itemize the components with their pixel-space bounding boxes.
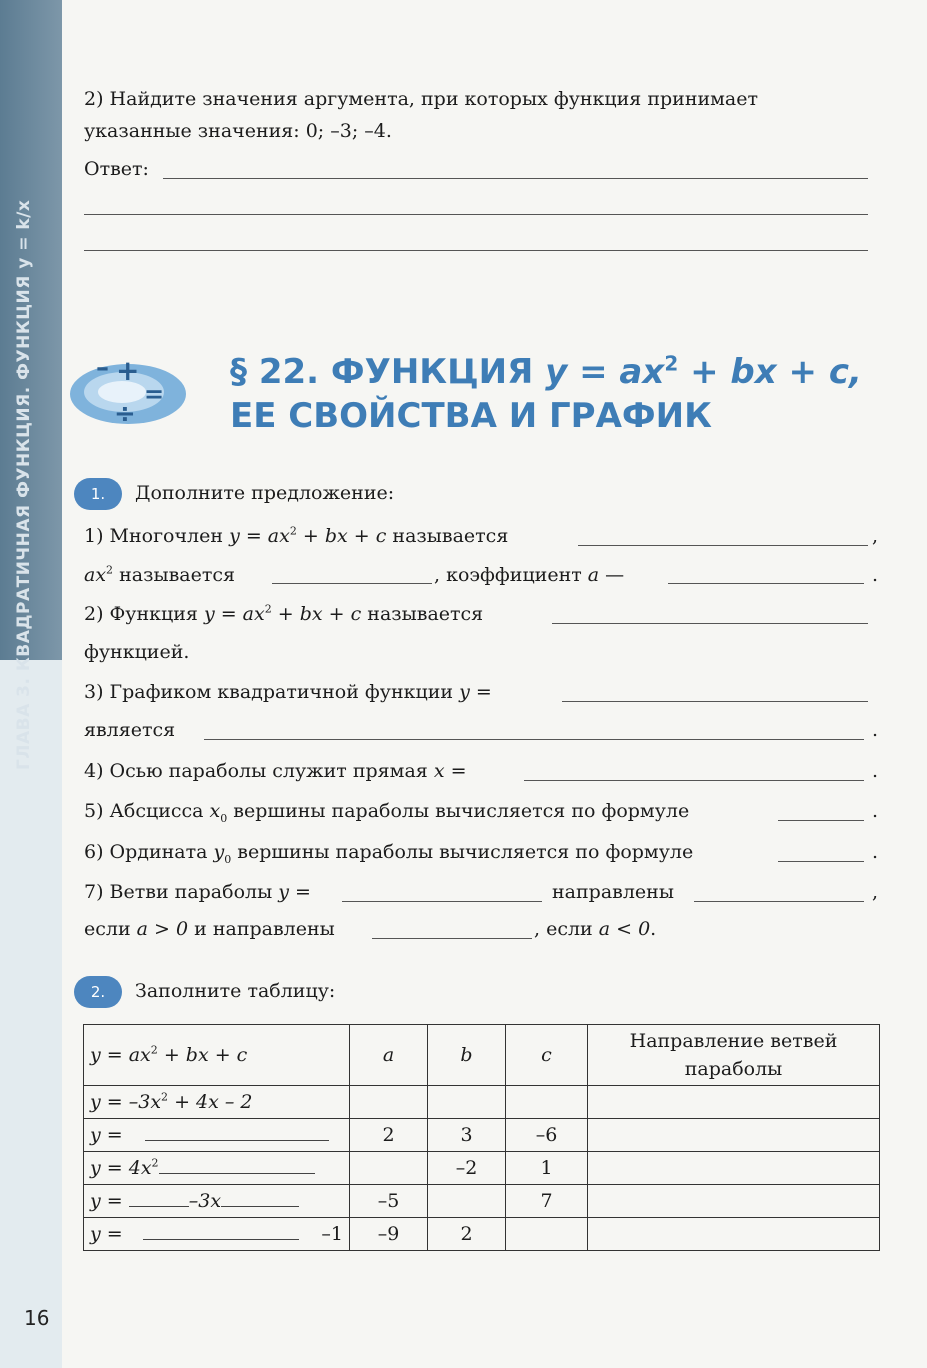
parabola-table xyxy=(83,1024,880,1251)
cell-a[interactable]: –5 xyxy=(350,1185,428,1218)
cell-c[interactable]: –6 xyxy=(506,1119,588,1152)
cell-a[interactable]: 2 xyxy=(350,1119,428,1152)
cell-c[interactable] xyxy=(506,1218,588,1251)
blank-4[interactable] xyxy=(524,780,864,781)
svg-text:÷: ÷ xyxy=(114,399,136,429)
cell-b[interactable] xyxy=(428,1185,506,1218)
task-text-line-1: 2) Найдите значения аргумента, при которых функция принимает xyxy=(84,88,759,110)
item-6-text: 6) Ордината $y_0$ вершины параболы вычисляется по формуле xyxy=(84,841,694,866)
header-a: a xyxy=(350,1025,428,1086)
header-b: b xyxy=(428,1025,506,1086)
dot: . xyxy=(872,564,879,586)
blank-6[interactable] xyxy=(778,861,864,862)
svg-text:=: = xyxy=(144,380,165,408)
blank-3a[interactable] xyxy=(562,701,868,702)
cell-c[interactable] xyxy=(506,1086,588,1119)
item-3-text-2: является xyxy=(84,719,176,741)
table-row xyxy=(84,1185,880,1218)
svg-text:+: + xyxy=(116,354,140,387)
header-direction: Направление ветвей параболы xyxy=(588,1025,880,1086)
item-5-text: 5) Абсцисса $x_0$ вершины параболы вычисляется по формуле xyxy=(84,800,690,825)
blank-7b[interactable] xyxy=(694,901,864,902)
chapter-title: ГЛАВА 3. КВАДРАТИЧНАЯ ФУНКЦИЯ. ФУНКЦИЯ y = k/x xyxy=(14,199,34,770)
table-row xyxy=(84,1218,880,1251)
row-formula[interactable]: y = –3x xyxy=(84,1185,350,1218)
page-number: 16 xyxy=(24,1306,50,1330)
cell-a[interactable]: –9 xyxy=(350,1218,428,1251)
header-formula: $y = ax^2$ + bx + c xyxy=(84,1025,350,1086)
blank-7c[interactable] xyxy=(372,938,532,939)
item-1-text-2: $ax^2$ называется xyxy=(84,563,235,586)
table-row xyxy=(84,1119,880,1152)
item-2-text-2: функцией. xyxy=(84,641,190,663)
comma: , xyxy=(872,525,879,547)
blank-1c[interactable] xyxy=(668,583,864,584)
answer-line-1[interactable] xyxy=(163,178,868,179)
cell-direction[interactable] xyxy=(588,1086,880,1119)
dot: . xyxy=(872,841,879,863)
answer-label: Ответ: xyxy=(84,158,149,180)
item-3-text: 3) Графиком квадратичной функции y = xyxy=(84,681,492,703)
item-7-text-3: если a > 0 и направлены xyxy=(84,918,335,940)
item-7-text-2: направлены xyxy=(552,881,674,903)
math-operations-logo-icon xyxy=(66,350,190,432)
cell-c[interactable]: 7 xyxy=(506,1185,588,1218)
task-2-badge: 2. xyxy=(74,976,122,1008)
item-1-text: 1) Многочлен $y = ax^2$ + bx + c называется xyxy=(84,524,509,547)
section-heading: § 22. ФУНКЦИЯ $y = ax^2$ + bx + c, ЕЕ СВОЙСТВА И ГРАФИК xyxy=(230,351,862,436)
header-c: c xyxy=(506,1025,588,1086)
task-text-line-2: указанные значения: 0; –3; –4. xyxy=(84,120,392,142)
cell-direction[interactable] xyxy=(588,1152,880,1185)
item-2-text: 2) Функция $y = ax^2$ + bx + c называется xyxy=(84,602,484,625)
item-7-text: 7) Ветви параболы y = xyxy=(84,881,311,903)
table-row xyxy=(84,1086,880,1119)
blank-7a[interactable] xyxy=(342,901,542,902)
item-4-text: 4) Осью параболы служит прямая x = xyxy=(84,760,467,782)
blank-2[interactable] xyxy=(552,623,868,624)
dot: . xyxy=(872,800,879,822)
task-1-title: Дополните предложение: xyxy=(135,482,395,504)
cell-a[interactable] xyxy=(350,1086,428,1119)
cell-b[interactable]: –2 xyxy=(428,1152,506,1185)
row-formula[interactable]: $y = 4x^2$ xyxy=(84,1152,350,1185)
comma: , xyxy=(872,881,879,903)
blank-1a[interactable] xyxy=(578,545,868,546)
cell-b[interactable]: 2 xyxy=(428,1218,506,1251)
row-formula[interactable]: y = –1 xyxy=(84,1218,350,1251)
cell-direction[interactable] xyxy=(588,1185,880,1218)
chapter-sidebar xyxy=(0,0,62,1368)
cell-b[interactable] xyxy=(428,1086,506,1119)
cell-c[interactable]: 1 xyxy=(506,1152,588,1185)
table-header-row xyxy=(84,1025,880,1086)
cell-b[interactable]: 3 xyxy=(428,1119,506,1152)
item-7-text-4: , если a < 0. xyxy=(534,918,657,940)
blank-3b[interactable] xyxy=(204,739,864,740)
row-formula[interactable]: y = xyxy=(84,1119,350,1152)
cell-direction[interactable] xyxy=(588,1119,880,1152)
row-formula[interactable]: $y = -3x^2 + 4x - 2$ xyxy=(84,1086,350,1119)
answer-line-3[interactable] xyxy=(84,250,868,251)
svg-text:–: – xyxy=(96,353,109,383)
cell-a[interactable] xyxy=(350,1152,428,1185)
task-2-title: Заполните таблицу: xyxy=(135,980,336,1002)
table-row xyxy=(84,1152,880,1185)
answer-line-2[interactable] xyxy=(84,214,868,215)
dot: . xyxy=(872,719,879,741)
cell-direction[interactable] xyxy=(588,1218,880,1251)
dot: . xyxy=(872,760,879,782)
blank-1b[interactable] xyxy=(272,583,432,584)
task-1-badge: 1. xyxy=(74,478,122,510)
blank-5[interactable] xyxy=(778,820,864,821)
item-1-text-3: , коэффициент a — xyxy=(434,564,625,586)
